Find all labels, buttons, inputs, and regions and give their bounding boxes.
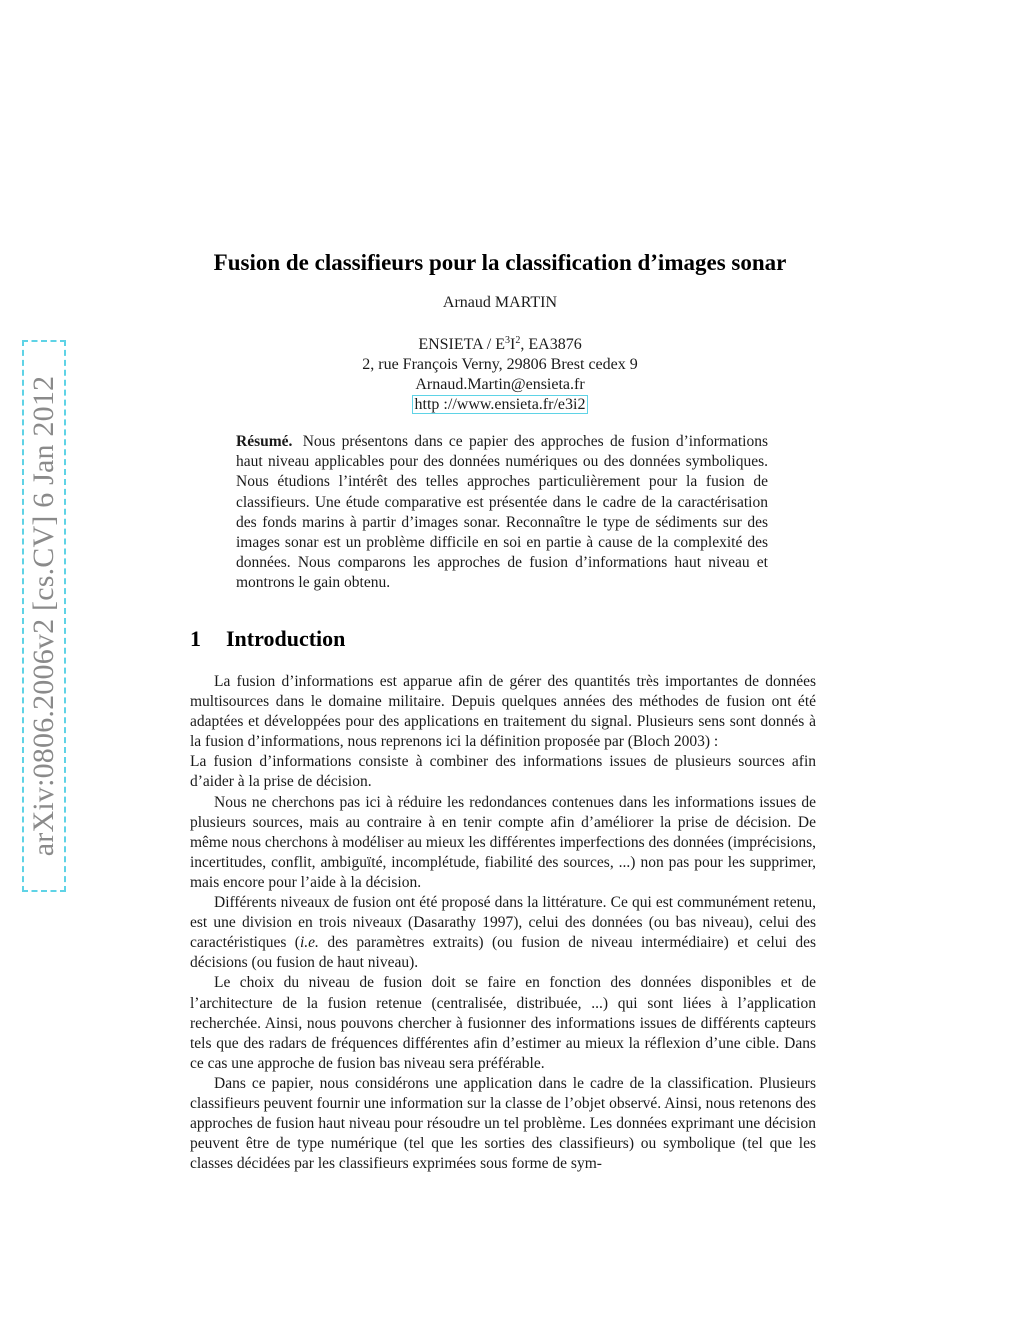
paragraph-2: Nous ne cherchons pas ici à réduire les redondances contenues dans les informations issues de plusieurs sources, mais au contraire à en tenir compte afin d’améliorer la prise de décision. De même nous cherchons à modéliser au mieux les différentes imperfections des données (imprécisions, incertitudes, conflit, ambiguïté, incomplétude, fiabilité des sources, ...) non pas pour les supprimer, mais encore pour l’aide à la décision.	[190, 793, 816, 891]
affiliation-block	[0, 335, 1000, 415]
paragraph-5: Dans ce papier, nous considérons une application dans le cadre de la classification. Plusieurs classifieurs peuvent fournir une information sur la classe de l’objet observé. Ainsi, nous retenons des approches de fusion haut niveau pour résoudre un tel problème. Les données exprimant une décision peuvent être de type numérique (tel que les sorties des classifieurs) ou symbolique (tel que les classes décidées par les classifieurs exprimées sous forme de sym-	[190, 1074, 816, 1173]
abstract	[236, 432, 768, 594]
affiliation-address: 2, rue François Verny, 29806 Brest cedex 9	[362, 356, 638, 373]
paragraph-3: Différents niveaux de fusion ont été proposé dans la littérature. Ce qui est communément retenu, est une division en trois niveaux (Dasarathy 1997), celui des données (ou bas niveau), celui des caractéristiques (i.e. des paramètres extraits) (ou fusion de niveau intermédiaire) et celui des décisions (ou fusion de haut niveau).	[190, 894, 816, 972]
affiliation-lab: ENSIETA / $E^3I^2$, EA3876	[418, 335, 582, 353]
affiliation-url-link[interactable]: http ://www.ensieta.fr/e3i2	[412, 395, 589, 414]
arxiv-stamp[interactable]	[22, 340, 66, 892]
section-heading-introduction	[190, 626, 345, 652]
section-number: 1	[190, 626, 201, 651]
author-email[interactable]: Arnaud.Martin@ensieta.fr	[415, 376, 585, 393]
author-name: Arnaud MARTIN	[442, 294, 558, 311]
arxiv-stamp-text: arXiv:0806.2006v2 [cs.CV] 6 Jan 2012	[27, 375, 61, 857]
paper-title: Fusion de classifieurs pour la classification d’images sonar	[213, 250, 787, 275]
paragraph-1: La fusion d’informations est apparue afin de gérer des quantités très importantes de données multisources dans le domaine militaire. Depuis quelques années des méthodes de fusion ont été adaptées et développées pour des applications en traitement du signal. Plusieurs sens sont donnés à la fusion d’informations, nous reprenons ici la définition proposée par (Bloch 2003) :	[190, 673, 816, 751]
abstract-text: Nous présentons dans ce papier des approches de fusion d’informations haut niveau applicables pour des données numériques ou des données symboliques. Nous étudions l’intérêt des telles approches particulièrement pour la fusion de classifieurs. Une étude comparative est présentée dans le cadre de la caractérisation des fonds marins à partir d’images sonar. Reconnaître le type de sédiments sur des images sonar est un problème difficile en soi en partie à cause de la complexité des données. Nous comparons les approches de fusion d’informations haut niveau et montrons le gain obtenu.	[236, 433, 769, 592]
section-title: Introduction	[226, 626, 346, 651]
paragraph-1-definition: La fusion d’informations consiste à combiner des informations issues de plusieurs sources afin d’aider à la prise de décision.	[190, 753, 816, 791]
paragraph-4: Le choix du niveau de fusion doit se faire en fonction des données disponibles et de l’architecture de la fusion retenue (centralisée, distribuée, ...) qui sont liées à l’application recherchée. Ainsi, nous pouvons chercher à fusionner des informations issues de différents capteurs tels que des radars de fréquences différentes afin d’estimer au mieux la réflexion d’une cible. Dans ce cas une approche de fusion bas niveau sera préférable.	[190, 974, 816, 1072]
abstract-label: Résumé.	[236, 433, 293, 450]
introduction-body	[190, 672, 816, 1174]
